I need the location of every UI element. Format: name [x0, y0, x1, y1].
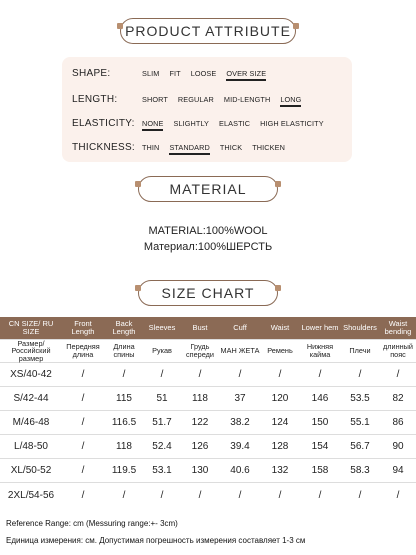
table-cell: 53.1 [144, 459, 180, 483]
table-cell: 51 [144, 387, 180, 411]
table-header-cell: Cuff [220, 317, 260, 339]
table-header-cell-ru: Нижняя кайма [300, 339, 340, 363]
product-attribute-title: PRODUCT ATTRIBUTE [125, 23, 291, 39]
table-header-cell: Sleeves [144, 317, 180, 339]
attr-option: THICK [219, 142, 243, 152]
table-cell: XS/40-42 [0, 363, 62, 387]
table-cell: 37 [220, 387, 260, 411]
table-cell: 115 [104, 387, 144, 411]
attr-option: REGULAR [177, 94, 214, 104]
table-header-cell: Shoulders [340, 317, 380, 339]
table-cell: 150 [300, 411, 340, 435]
header-row-ru [0, 339, 416, 363]
attr-row-length [72, 92, 311, 106]
table-cell: 132 [260, 459, 300, 483]
table-cell: / [62, 411, 104, 435]
table-row [0, 387, 416, 411]
table-cell: / [144, 483, 180, 507]
table-header-cell: Waist [260, 317, 300, 339]
table-cell: L/48-50 [0, 435, 62, 459]
table-cell: 94 [380, 459, 416, 483]
table-cell: 38.2 [220, 411, 260, 435]
table-cell: 39.4 [220, 435, 260, 459]
size-chart-banner [138, 280, 278, 306]
table-cell: / [104, 363, 144, 387]
attr-label: SHAPE: [72, 67, 111, 79]
table-cell: 130 [180, 459, 220, 483]
table-cell: / [62, 387, 104, 411]
table-cell: 86 [380, 411, 416, 435]
table-cell: 90 [380, 435, 416, 459]
table-cell: S/42-44 [0, 387, 62, 411]
table-cell: / [62, 435, 104, 459]
table-header-cell: Lower hem [300, 317, 340, 339]
size-chart-title: SIZE CHART [161, 285, 255, 301]
table-header-cell-ru: Размер/ Российский размер [0, 339, 62, 363]
attr-option-selected: STANDARD [169, 142, 210, 152]
table-row [0, 459, 416, 483]
table-cell: / [144, 363, 180, 387]
attr-label: LENGTH: [72, 93, 118, 105]
attr-option-selected: OVER SIZE [226, 68, 267, 78]
table-cell: 118 [104, 435, 144, 459]
table-cell: 154 [300, 435, 340, 459]
header-row-en [0, 317, 416, 339]
attr-option: SLIGHTLY [173, 118, 210, 128]
table-header-cell: Front Length [62, 317, 104, 339]
attr-label: THICKNESS: [72, 141, 136, 153]
table-header-cell-ru: Грудь спереди [180, 339, 220, 363]
table-cell: / [62, 483, 104, 507]
table-cell: / [300, 483, 340, 507]
table-cell: 158 [300, 459, 340, 483]
table-cell: / [104, 483, 144, 507]
table-cell: 116.5 [104, 411, 144, 435]
table-row [0, 411, 416, 435]
table-cell: / [180, 363, 220, 387]
table-cell: 118 [180, 387, 220, 411]
table-header-cell-ru: Передняя длина [62, 339, 104, 363]
reference-note-ru: Единица измерения: см. Допустимая погрешность измерения составляет 1-3 см [6, 536, 306, 545]
attr-option: THIN [142, 142, 160, 152]
table-cell: 128 [260, 435, 300, 459]
table-header-cell-ru: Плечи [340, 339, 380, 363]
material-banner [138, 176, 278, 202]
attr-label: ELASTICITY: [72, 117, 135, 129]
table-cell: / [220, 363, 260, 387]
table-cell: / [340, 363, 380, 387]
table-cell: 2XL/54-56 [0, 483, 62, 507]
material-text-en: MATERIAL:100%WOOL [148, 225, 268, 237]
product-attribute-banner [120, 18, 296, 44]
attr-option: THICKEN [252, 142, 285, 152]
table-cell: 124 [260, 411, 300, 435]
table-cell: 55.1 [340, 411, 380, 435]
size-chart-table [0, 317, 416, 507]
attr-option: LOOSE [190, 68, 217, 78]
table-header-cell: Bust [180, 317, 220, 339]
table-cell: 82 [380, 387, 416, 411]
table-cell: / [300, 363, 340, 387]
attr-option: SHORT [142, 94, 168, 104]
attribute-panel [62, 57, 352, 162]
table-cell: 120 [260, 387, 300, 411]
table-cell: / [340, 483, 380, 507]
table-cell: / [260, 363, 300, 387]
table-header-cell-ru: Длина спины [104, 339, 144, 363]
attr-option-selected: LONG [280, 94, 302, 104]
attr-option: ELASTIC [219, 118, 251, 128]
table-row [0, 483, 416, 507]
table-cell: 53.5 [340, 387, 380, 411]
reference-note-en: Reference Range: cm (Messuring range:+- 3cm) [6, 519, 178, 528]
table-cell: 58.3 [340, 459, 380, 483]
table-header-cell-ru: Ремень [260, 339, 300, 363]
table-cell: 122 [180, 411, 220, 435]
table-cell: 52.4 [144, 435, 180, 459]
attr-option: SLIM [142, 68, 160, 78]
table-row [0, 435, 416, 459]
table-cell: 126 [180, 435, 220, 459]
table-cell: / [220, 483, 260, 507]
table-cell: / [62, 363, 104, 387]
table-cell: / [180, 483, 220, 507]
table-cell: M/46-48 [0, 411, 62, 435]
table-cell: 40.6 [220, 459, 260, 483]
table-header-cell: CN SIZE/ RU SIZE [0, 317, 62, 339]
attr-row-thickness [72, 140, 295, 154]
table-cell: / [380, 363, 416, 387]
table-header-cell: Back Length [104, 317, 144, 339]
material-title: MATERIAL [169, 181, 247, 197]
attr-row-elasticity [72, 116, 334, 130]
table-cell: 51.7 [144, 411, 180, 435]
table-cell: / [380, 483, 416, 507]
attr-option: MID-LENGTH [223, 94, 271, 104]
table-header-cell-ru: длинный пояс [380, 339, 416, 363]
material-text-ru: Материал:100%ШЕРСТЬ [143, 241, 273, 253]
table-cell: 119.5 [104, 459, 144, 483]
table-cell: XL/50-52 [0, 459, 62, 483]
attr-option: FIT [169, 68, 181, 78]
table-header-cell-ru: МАН ЖЕТА [220, 339, 260, 363]
table-cell: 56.7 [340, 435, 380, 459]
table-header-cell-ru: Рукав [144, 339, 180, 363]
table-row [0, 363, 416, 387]
attr-option-selected: NONE [142, 118, 164, 128]
table-cell: / [260, 483, 300, 507]
attr-row-shape [72, 66, 276, 80]
table-header-cell: Waist bending [380, 317, 416, 339]
attr-option: HIGH ELASTICITY [260, 118, 324, 128]
table-cell: / [62, 459, 104, 483]
table-cell: 146 [300, 387, 340, 411]
